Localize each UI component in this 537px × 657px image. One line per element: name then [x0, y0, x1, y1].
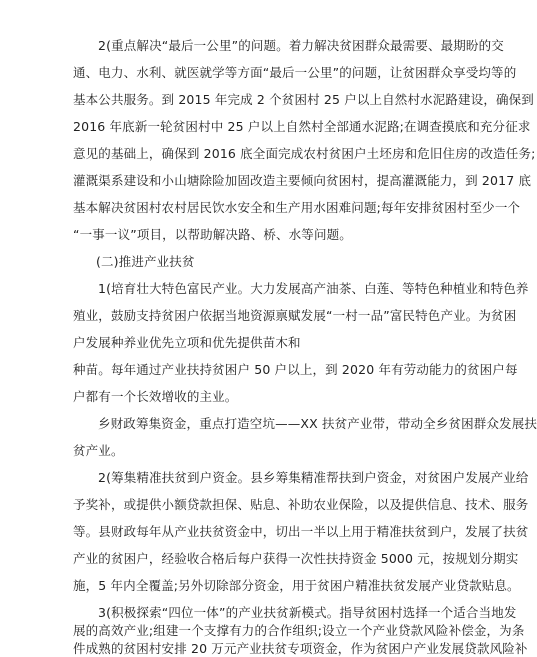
paragraph-line: 基本公共服务。到 2015 年完成 2 个贫困村 25 户以上自然村水泥路建设，确保到: [73, 92, 534, 107]
paragraph-line: 产业的贫困户，经验收合格后每户获得一次性扶持资金 5000 元，按规划分期实: [73, 551, 519, 566]
paragraph-line: 2(重点解决“最后一公里”的问题。着力解决贫困群众最需要、最期盼的交: [98, 38, 504, 53]
paragraph-line: “一事一议”项目，以帮助解决路、桥、水等问题。: [73, 227, 352, 242]
paragraph-line: 灌溉渠系建设和小山塘除险加固改造主要倾向贫困村，提高灌溉能力，到 2017 底: [73, 173, 532, 188]
paragraph-line: 等。县财政每年从产业扶贫资金中，切出一半以上用于精准扶贫到户，发展了扶贫: [73, 524, 529, 539]
paragraph-line: 展的高效产业;组建一个支撑有力的合作组织;设立一个产业贷款风险补偿金，为条: [73, 623, 525, 638]
paragraph-line: 乡财政筹集资金，重点打造空坑——XX 扶贫产业带，带动全乡贫困群众发展扶: [98, 416, 537, 431]
paragraph-line: 3(积极探索“四位一体”的产业扶贫新模式。指导贫困村选择一个适合当地发: [98, 605, 517, 620]
paragraph-line: 通、电力、水利、就医就学等方面“最后一公里”的问题，让贫困群众享受均等的: [73, 65, 517, 80]
paragraph-line: 基本解决贫困村农村居民饮水安全和生产用水困难问题;每年安排贫困村至少一个: [73, 200, 521, 215]
paragraph-line: 件成熟的贫困村安排 20 万元产业扶贫专项资金，作为贫困户产业发展贷款风险补: [73, 641, 528, 656]
paragraph-line: 殖业，鼓励支持贫困户依据当地资源禀赋发展“一村一品”富民特色产业。为贫困: [73, 308, 517, 323]
paragraph-line: 予奖补，或提供小额贷款担保、贴息、补助农业保险，以及提供信息、技术、服务: [73, 497, 529, 512]
paragraph-line: 施，5 年内全覆盖;另外切除部分资金，用于贫困户精准扶贫发展产业贷款贴息。: [73, 578, 520, 593]
paragraph-line: 种苗。每年通过产业扶持贫困户 50 户以上，到 2020 年有劳动能力的贫困户每: [73, 362, 518, 377]
paragraph-line: 2(筹集精准扶贫到户资金。县乡筹集精准帮扶到户资金，对贫困户发展产业给: [98, 470, 529, 485]
paragraph-line: 户都有一个长效增收的主业。: [73, 389, 238, 404]
paragraph-line: 户发展种养业优先立项和优先提供苗木和: [73, 335, 301, 350]
paragraph-line: 贫产业。: [73, 443, 124, 458]
paragraph-line: 1(培育壮大特色富民产业。大力发展高产油茶、白莲、等特色种植业和特色养: [98, 281, 529, 296]
paragraph-line: 意见的基础上，确保到 2016 底全面完成农村贫困户土坯房和危旧住房的改造任务;: [73, 146, 536, 161]
paragraph-line: 2016 年底新一轮贫困村中 25 户以上自然村全部通水泥路;在调查摸底和充分征求: [73, 119, 531, 134]
section-heading: (二)推进产业扶贫: [96, 254, 195, 269]
